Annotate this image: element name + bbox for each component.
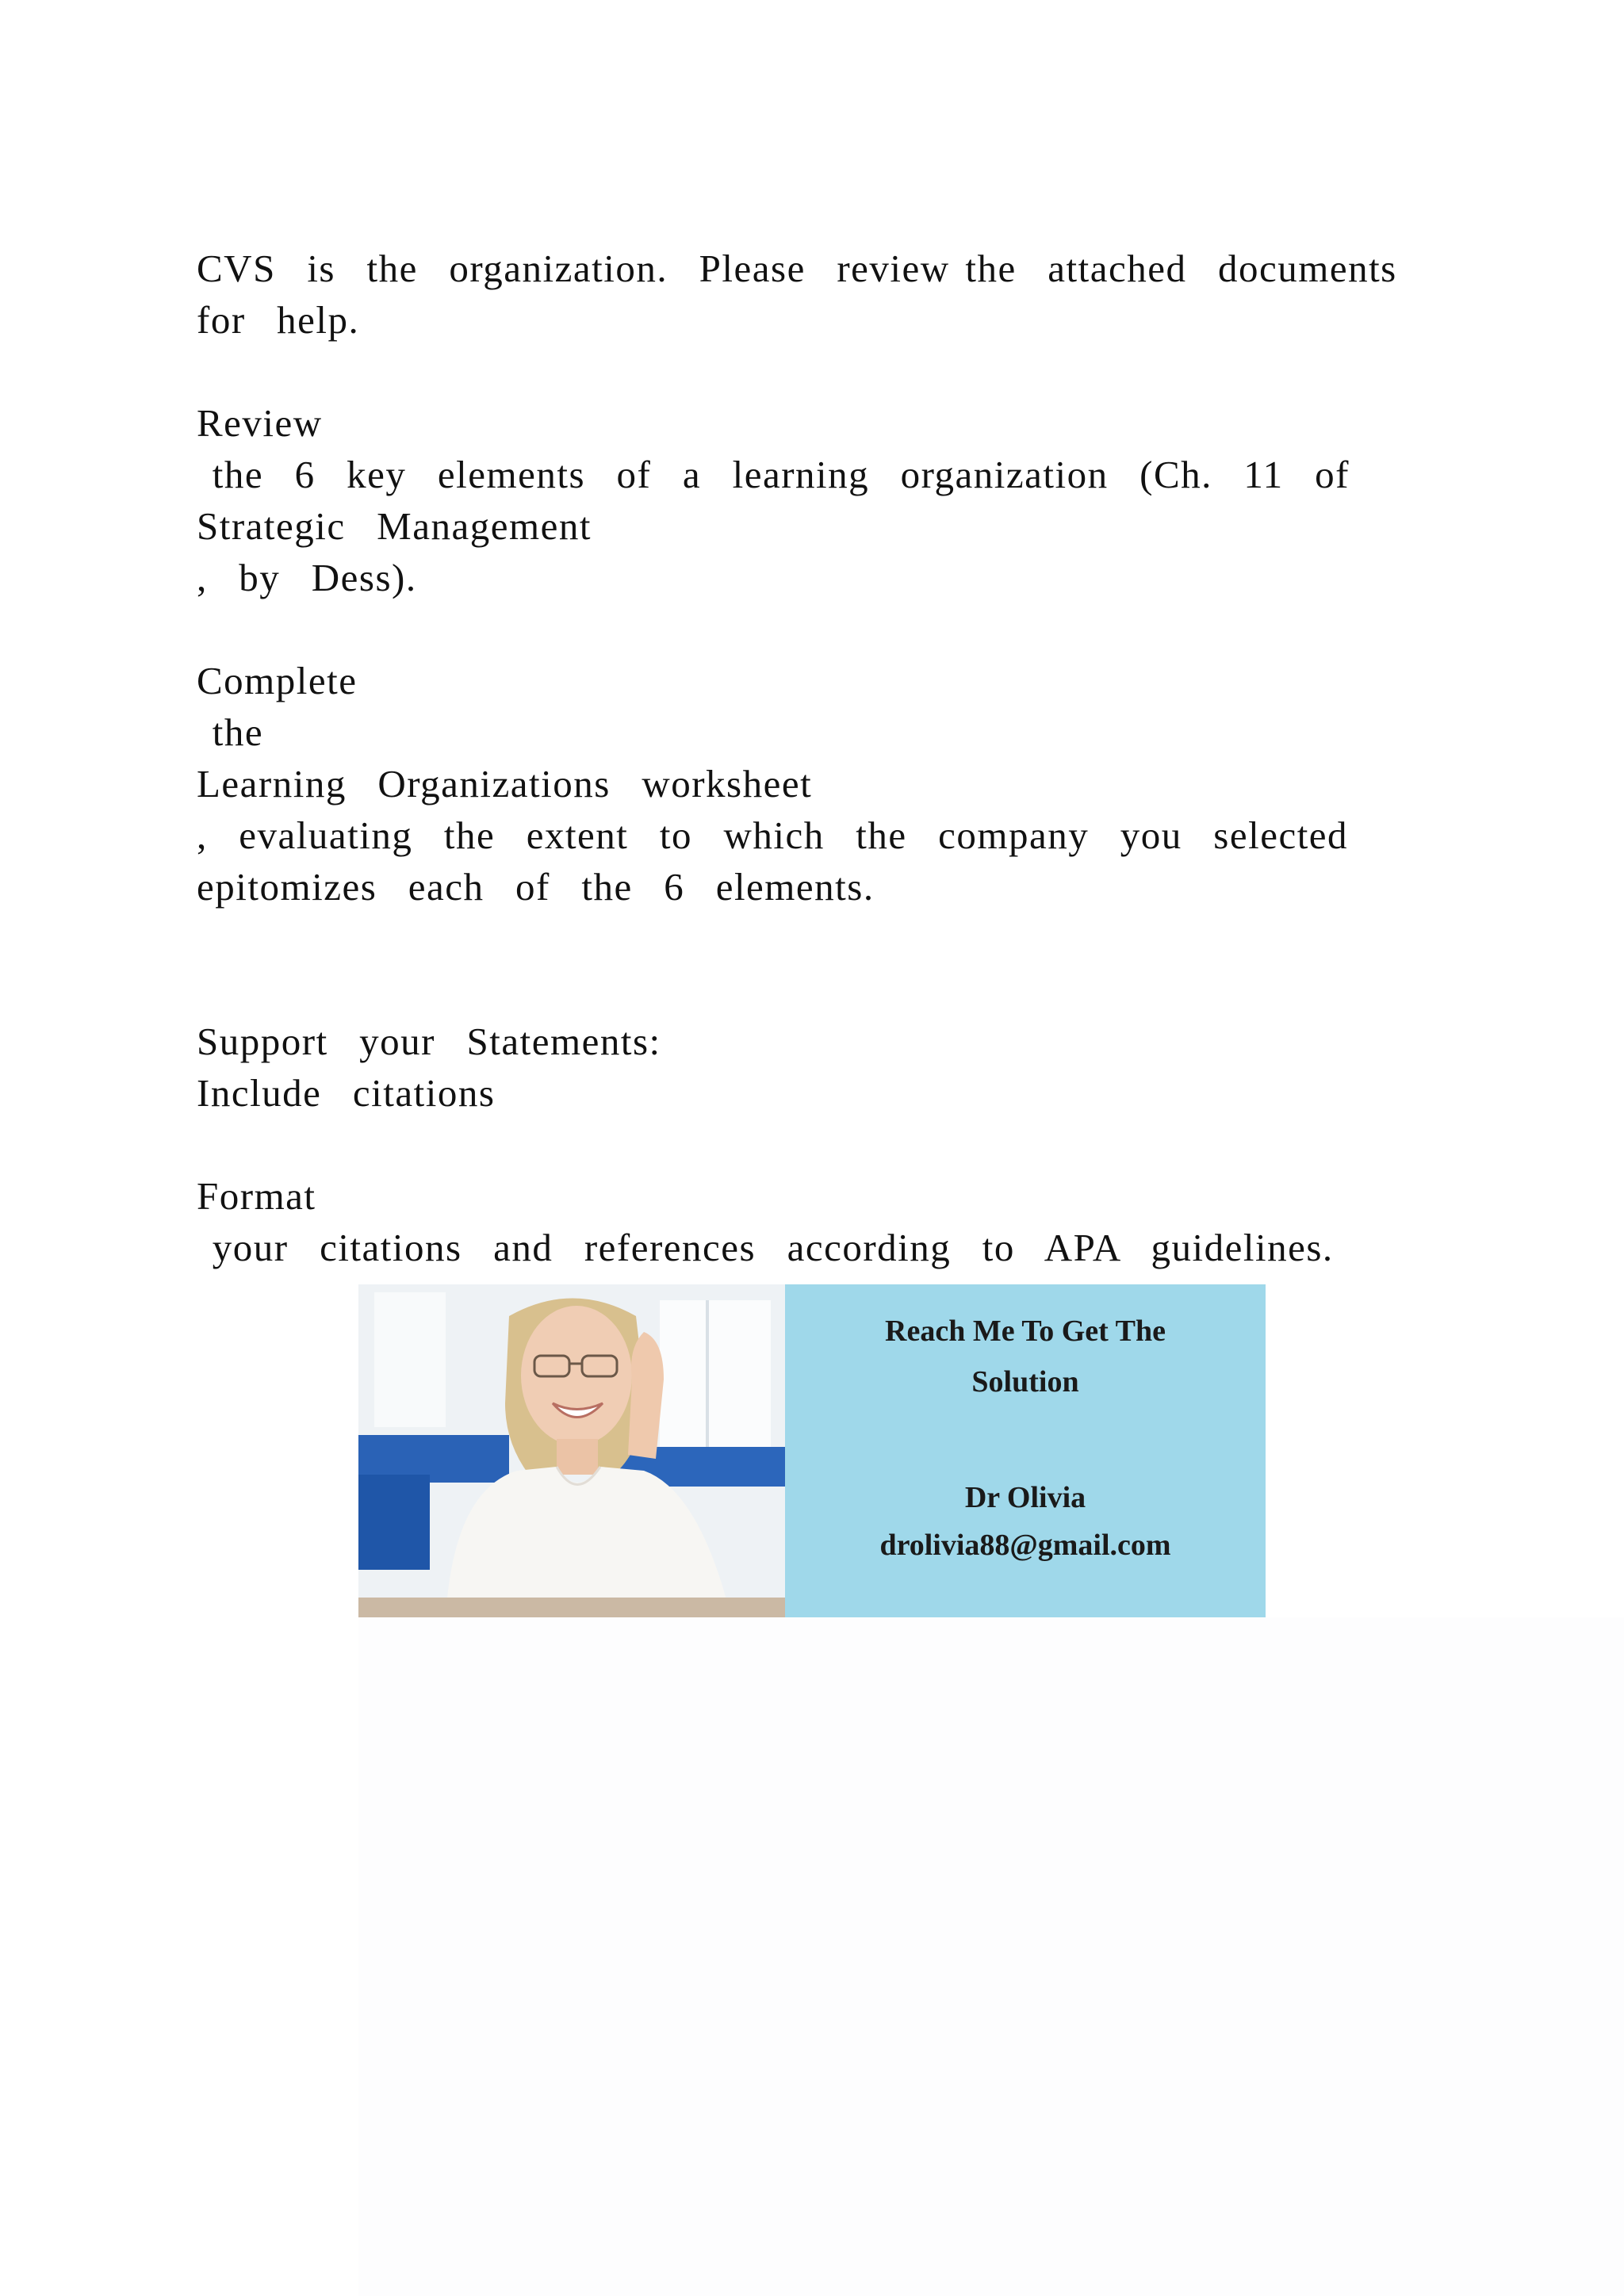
text-line: for help. (197, 298, 360, 342)
promo-line-1: Reach Me To Get The (885, 1314, 1166, 1348)
text-line: , by Dess). (197, 556, 417, 599)
promo-line-2: Solution (971, 1365, 1079, 1399)
promo-banner (358, 1284, 1266, 1617)
contact-name: Dr Olivia (964, 1481, 1086, 1514)
woman-photo (358, 1284, 785, 1617)
text-line: Learning Organizations worksheet (197, 762, 813, 806)
text-line: CVS is the organization. Please review the attached documents (197, 247, 1397, 290)
contact-card (785, 1284, 1266, 1617)
text-line: , evaluating the extent to which the company you selected (197, 813, 1349, 857)
text-line: your citations and references according to APA guidelines. (197, 1226, 1334, 1269)
blank-line (197, 346, 1434, 397)
blank-line (197, 913, 1434, 964)
text-line: epitomizes each of the 6 elements. (197, 865, 875, 909)
text-line: Review (197, 401, 323, 445)
text-line: Strategic Management (197, 504, 592, 548)
blank-line (197, 603, 1434, 655)
text-line: the (197, 710, 264, 754)
text-line: Include citations (197, 1071, 496, 1115)
blank-line (197, 964, 1434, 1016)
text-line: Support your Statements: (197, 1020, 661, 1063)
text-line: Complete (197, 659, 358, 702)
document-text (197, 243, 1434, 1273)
page-shade (358, 1617, 1624, 2296)
blank-line (197, 1119, 1434, 1170)
contact-email: drolivia88@gmail.com (879, 1529, 1171, 1562)
text-line: Format (197, 1174, 316, 1218)
text-line: the 6 key elements of a learning organization (Ch. 11 of (197, 453, 1350, 496)
